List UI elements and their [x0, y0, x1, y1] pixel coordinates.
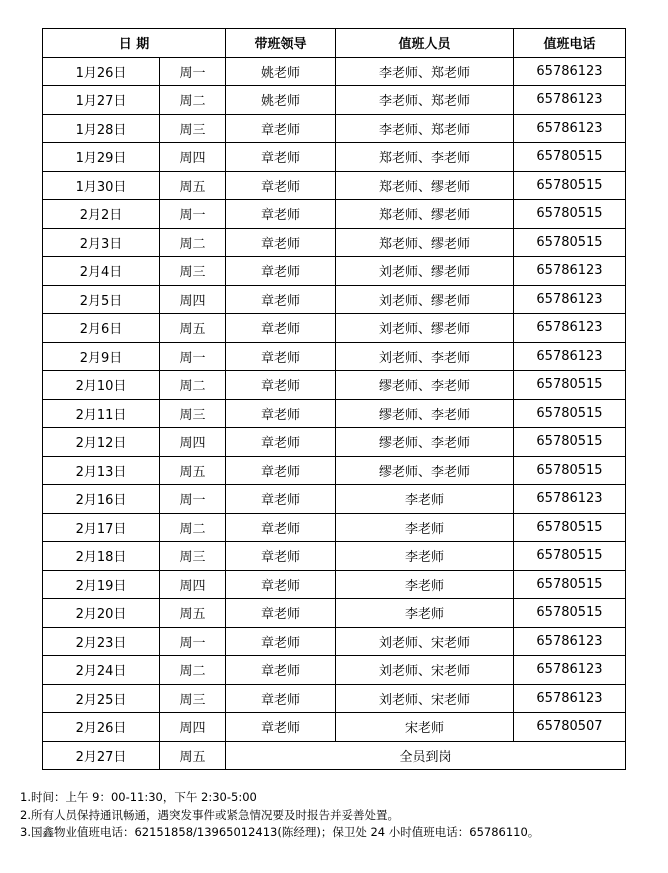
table-row [43, 656, 626, 685]
weekday-cell: 周一 [160, 57, 226, 86]
date-cell: 1月28日 [43, 114, 160, 143]
leader-cell: 章老师 [226, 114, 336, 143]
leader-cell: 章老师 [226, 485, 336, 514]
staff-cell: 刘老师、李老师 [336, 342, 514, 371]
leader-cell: 章老师 [226, 228, 336, 257]
table-row [43, 314, 626, 343]
staff-cell: 缪老师、李老师 [336, 428, 514, 457]
phone-cell: 65780515 [514, 399, 626, 428]
staff-cell: 刘老师、宋老师 [336, 656, 514, 685]
leader-cell: 章老师 [226, 399, 336, 428]
staff-cell: 刘老师、缪老师 [336, 257, 514, 286]
merged-all-staff-cell: 全员到岗 [226, 741, 626, 770]
date-cell: 2月17日 [43, 513, 160, 542]
date-cell: 2月6日 [43, 314, 160, 343]
table-row [43, 228, 626, 257]
date-cell: 2月26日 [43, 713, 160, 742]
leader-cell: 章老师 [226, 599, 336, 628]
weekday-cell: 周五 [160, 599, 226, 628]
leader-cell: 姚老师 [226, 57, 336, 86]
phone-cell: 65780515 [514, 171, 626, 200]
weekday-cell: 周二 [160, 228, 226, 257]
staff-cell: 刘老师、缪老师 [336, 285, 514, 314]
staff-cell: 李老师 [336, 542, 514, 571]
weekday-cell: 周一 [160, 485, 226, 514]
staff-cell: 郑老师、缪老师 [336, 228, 514, 257]
phone-cell: 65786123 [514, 285, 626, 314]
leader-cell: 章老师 [226, 342, 336, 371]
phone-cell: 65780515 [514, 428, 626, 457]
table-row [43, 86, 626, 115]
weekday-cell: 周五 [160, 456, 226, 485]
staff-cell: 李老师、郑老师 [336, 86, 514, 115]
staff-cell: 缪老师、李老师 [336, 399, 514, 428]
table-row [43, 399, 626, 428]
phone-cell: 65780507 [514, 713, 626, 742]
phone-cell: 65780515 [514, 513, 626, 542]
phone-cell: 65786123 [514, 656, 626, 685]
table-row [43, 542, 626, 571]
weekday-cell: 周一 [160, 200, 226, 229]
phone-cell: 65780515 [514, 542, 626, 571]
table-row [43, 627, 626, 656]
leader-cell: 章老师 [226, 684, 336, 713]
column-header-staff: 值班人员 [336, 29, 514, 58]
staff-cell: 李老师 [336, 513, 514, 542]
leader-cell: 章老师 [226, 656, 336, 685]
phone-cell: 65786123 [514, 86, 626, 115]
date-cell: 2月10日 [43, 371, 160, 400]
date-cell: 2月12日 [43, 428, 160, 457]
staff-cell: 缪老师、李老师 [336, 371, 514, 400]
notes-section [20, 789, 660, 842]
phone-cell: 65780515 [514, 456, 626, 485]
leader-cell: 章老师 [226, 257, 336, 286]
staff-cell: 刘老师、宋老师 [336, 627, 514, 656]
weekday-cell: 周三 [160, 114, 226, 143]
weekday-cell: 周三 [160, 257, 226, 286]
phone-cell: 65786123 [514, 314, 626, 343]
date-cell: 2月13日 [43, 456, 160, 485]
table-row [43, 143, 626, 172]
staff-cell: 郑老师、缪老师 [336, 200, 514, 229]
column-header-date: 日 期 [43, 29, 226, 58]
date-cell: 2月18日 [43, 542, 160, 571]
leader-cell: 章老师 [226, 570, 336, 599]
date-cell: 1月30日 [43, 171, 160, 200]
leader-cell: 章老师 [226, 371, 336, 400]
date-cell: 2月24日 [43, 656, 160, 685]
weekday-cell: 周二 [160, 86, 226, 115]
date-cell: 2月3日 [43, 228, 160, 257]
table-row-final [43, 741, 626, 770]
table-row [43, 684, 626, 713]
date-cell: 1月29日 [43, 143, 160, 172]
table-row [43, 599, 626, 628]
phone-cell: 65780515 [514, 200, 626, 229]
table-row [43, 171, 626, 200]
weekday-cell: 周二 [160, 656, 226, 685]
leader-cell: 章老师 [226, 285, 336, 314]
leader-cell: 姚老师 [226, 86, 336, 115]
weekday-cell: 周四 [160, 428, 226, 457]
staff-cell: 李老师、郑老师 [336, 57, 514, 86]
table-row [43, 428, 626, 457]
weekday-cell: 周一 [160, 627, 226, 656]
weekday-cell: 周五 [160, 171, 226, 200]
note-time: 1.时间：上午 9：00-11:30，下午 2:30-5:00 [20, 790, 257, 804]
date-cell: 2月2日 [43, 200, 160, 229]
table-row [43, 713, 626, 742]
note-phones: 3.国鑫物业值班电话：62151858/13965012413(陈经理)；保卫处 24 小时值班电话：65786110。 [20, 825, 540, 839]
table-row [43, 57, 626, 86]
weekday-cell: 周四 [160, 570, 226, 599]
staff-cell: 郑老师、缪老师 [336, 171, 514, 200]
phone-cell: 65786123 [514, 627, 626, 656]
table-body [43, 57, 626, 770]
leader-cell: 章老师 [226, 456, 336, 485]
staff-cell: 李老师、郑老师 [336, 114, 514, 143]
duty-schedule-table [42, 28, 626, 770]
table-row [43, 485, 626, 514]
date-cell: 2月25日 [43, 684, 160, 713]
leader-cell: 章老师 [226, 513, 336, 542]
staff-cell: 刘老师、宋老师 [336, 684, 514, 713]
leader-cell: 章老师 [226, 171, 336, 200]
phone-cell: 65780515 [514, 371, 626, 400]
leader-cell: 章老师 [226, 143, 336, 172]
table-row [43, 257, 626, 286]
leader-cell: 章老师 [226, 627, 336, 656]
staff-cell: 宋老师 [336, 713, 514, 742]
table-row [43, 456, 626, 485]
weekday-cell: 周四 [160, 143, 226, 172]
column-header-phone: 值班电话 [514, 29, 626, 58]
date-cell: 1月27日 [43, 86, 160, 115]
staff-cell: 刘老师、缪老师 [336, 314, 514, 343]
weekday-cell: 周五 [160, 314, 226, 343]
date-cell: 2月16日 [43, 485, 160, 514]
date-cell: 2月4日 [43, 257, 160, 286]
weekday-cell: 周三 [160, 542, 226, 571]
phone-cell: 65780515 [514, 143, 626, 172]
date-cell: 2月11日 [43, 399, 160, 428]
date-cell: 2月9日 [43, 342, 160, 371]
note-communication: 2.所有人员保持通讯畅通，遇突发事件或紧急情况要及时报告并妥善处置。 [20, 807, 399, 822]
table-header-row [43, 29, 626, 58]
phone-cell: 65786123 [514, 57, 626, 86]
weekday-cell: 周五 [160, 741, 226, 770]
weekday-cell: 周三 [160, 684, 226, 713]
leader-cell: 章老师 [226, 200, 336, 229]
table-row [43, 513, 626, 542]
staff-cell: 缪老师、李老师 [336, 456, 514, 485]
phone-cell: 65780515 [514, 599, 626, 628]
table-row [43, 371, 626, 400]
date-cell: 2月27日 [43, 741, 160, 770]
phone-cell: 65786123 [514, 342, 626, 371]
date-cell: 2月20日 [43, 599, 160, 628]
table-row [43, 342, 626, 371]
weekday-cell: 周三 [160, 399, 226, 428]
staff-cell: 李老师 [336, 599, 514, 628]
staff-cell: 李老师 [336, 570, 514, 599]
phone-cell: 65780515 [514, 570, 626, 599]
date-cell: 2月23日 [43, 627, 160, 656]
phone-cell: 65786123 [514, 684, 626, 713]
table-row [43, 114, 626, 143]
phone-cell: 65786123 [514, 257, 626, 286]
leader-cell: 章老师 [226, 428, 336, 457]
date-cell: 2月5日 [43, 285, 160, 314]
weekday-cell: 周四 [160, 713, 226, 742]
leader-cell: 章老师 [226, 314, 336, 343]
leader-cell: 章老师 [226, 713, 336, 742]
weekday-cell: 周四 [160, 285, 226, 314]
table-row [43, 570, 626, 599]
leader-cell: 章老师 [226, 542, 336, 571]
table-row [43, 200, 626, 229]
table-row [43, 285, 626, 314]
weekday-cell: 周二 [160, 371, 226, 400]
date-cell: 2月19日 [43, 570, 160, 599]
weekday-cell: 周一 [160, 342, 226, 371]
phone-cell: 65786123 [514, 114, 626, 143]
weekday-cell: 周二 [160, 513, 226, 542]
phone-cell: 65780515 [514, 228, 626, 257]
column-header-leader: 带班领导 [226, 29, 336, 58]
date-cell: 1月26日 [43, 57, 160, 86]
staff-cell: 李老师 [336, 485, 514, 514]
phone-cell: 65786123 [514, 485, 626, 514]
staff-cell: 郑老师、李老师 [336, 143, 514, 172]
